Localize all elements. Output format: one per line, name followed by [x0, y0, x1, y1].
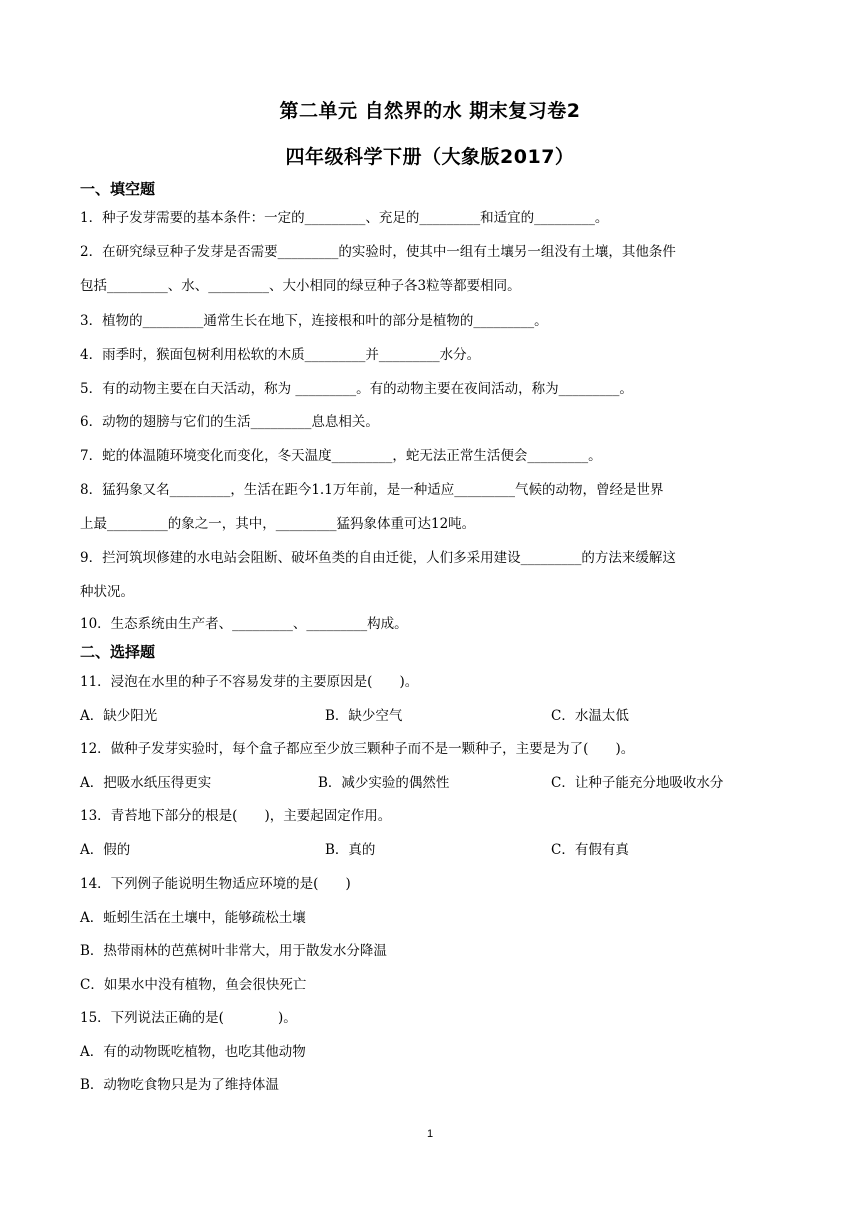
- fill-question-line: 7．蛇的体温随环境变化而变化，冬天温度_________，蛇无法正常生活便会_________。: [80, 448, 602, 464]
- page-subtitle: 四年级科学下册（大象版2017）: [285, 146, 575, 168]
- choice-option: B．动物吃食物只是为了维持体温: [80, 1077, 279, 1093]
- fill-question-line: 包括_________、水、_________、大小相同的绿豆种子各3粒等都要相同。: [80, 278, 521, 294]
- fill-question-line: 3．植物的_________通常生长在地下，连接根和叶的部分是植物的_________。: [80, 313, 548, 329]
- fill-question-line: 5．有的动物主要在白天活动，称为 _________。有的动物主要在夜间活动，称为_________。: [80, 381, 633, 397]
- choice-option: C．如果水中没有植物，鱼会很快死亡: [80, 977, 307, 993]
- fill-question-line: 1．种子发芽需要的基本条件：一定的_________、充足的_________和适宜的_________。: [80, 210, 609, 226]
- fill-question-line: 2．在研究绿豆种子发芽是否需要_________的实验时，使其中一组有土壤另一组没有土壤，其他条件: [80, 244, 676, 260]
- choice-question: 12．做种子发芽实验时，每个盒子都应至少放三颗种子而不是一颗种子，主要是为了( )。: [80, 741, 635, 757]
- fill-question-line: 10．生态系统由生产者、_________、_________构成。: [80, 616, 408, 632]
- choice-option: C．让种子能充分地吸收水分: [551, 775, 724, 791]
- choice-question: 11．浸泡在水里的种子不容易发芽的主要原因是( )。: [80, 674, 419, 690]
- choice-option: A．假的: [80, 842, 131, 858]
- choice-option: B．热带雨林的芭蕉树叶非常大，用于散发水分降温: [80, 943, 387, 959]
- fill-question-line: 9．拦河筑坝修建的水电站会阻断、破坏鱼类的自由迁徙，人们多采用建设_________的方法来缓解这: [80, 550, 676, 566]
- choice-question: 15．下列说法正确的是( )。: [80, 1010, 297, 1026]
- page-number: 1: [426, 1128, 434, 1140]
- choice-option: C．水温太低: [551, 708, 629, 724]
- section-heading-fill: 一、填空题: [80, 180, 156, 198]
- choice-option: B．减少实验的偶然性: [318, 775, 450, 791]
- section-heading-choice: 二、选择题: [80, 643, 156, 661]
- choice-option: A．把吸水纸压得更实: [80, 775, 212, 791]
- fill-question-line: 4．雨季时，猴面包树利用松软的木质_________并_________水分。: [80, 347, 481, 363]
- fill-question-line: 8．猛犸象又名_________，生活在距今1.1万年前，是一种适应_________气候的动物，曾经是世界: [80, 482, 664, 498]
- fill-question-line: 种状况。: [80, 584, 134, 600]
- choice-option: B．真的: [325, 842, 376, 858]
- choice-option: A．缺少阳光: [80, 708, 158, 724]
- page-title: 第二单元 自然界的水 期末复习卷2: [279, 100, 581, 122]
- fill-question-line: 上最_________的象之一，其中，_________猛犸象体重可达12吨。: [80, 516, 476, 532]
- choice-option: A．蚯蚓生活在土壤中，能够疏松土壤: [80, 910, 306, 926]
- choice-question: 13．青苔地下部分的根是( )，主要起固定作用。: [80, 808, 392, 824]
- choice-option: B．缺少空气: [325, 708, 403, 724]
- choice-option: C．有假有真: [551, 842, 629, 858]
- fill-question-line: 6．动物的翅膀与它们的生活_________息息相关。: [80, 414, 379, 430]
- choice-question: 14．下列例子能说明生物适应环境的是( ): [80, 876, 351, 892]
- choice-option: A．有的动物既吃植物，也吃其他动物: [80, 1044, 306, 1060]
